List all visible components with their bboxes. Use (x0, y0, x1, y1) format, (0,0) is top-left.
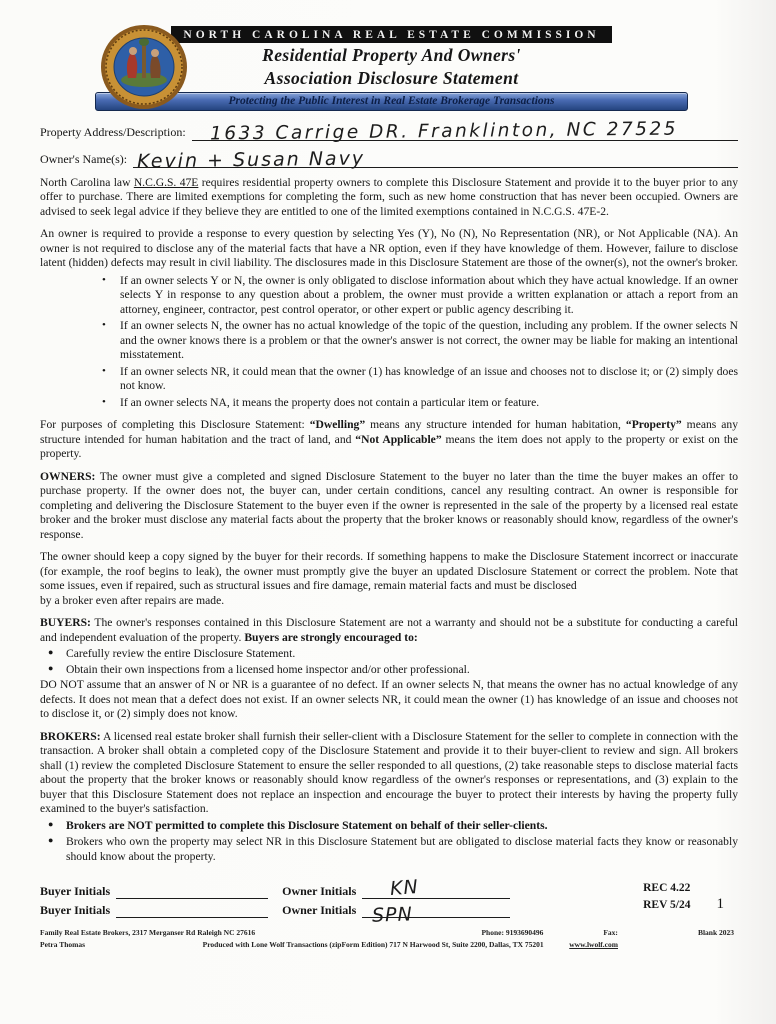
list-item: ● Obtain their own inspections from a licensed home inspector and/or other professional. (40, 662, 738, 677)
list-item: • If an owner selects N, the owner has no actual knowledge of the topic of the question, including any problem. If the owner selects N and the owner knows there is a problem or that the owner's answer is not correct, the owner may be liable for making an intentional misstatement. (96, 319, 738, 362)
buyer-initials-field-2[interactable] (116, 899, 268, 918)
footer-line-1 (40, 928, 738, 937)
initials-lines (40, 875, 585, 927)
footer-blank-year: Blank 2023 (697, 927, 734, 937)
owners-name-label: Owner's Name(s): (40, 152, 128, 166)
nc-state-seal-icon (100, 24, 188, 115)
owners-paragraph: OWNERS: The owner must give a completed and signed Disclosure Statement to the buyer no later than the time the buyer makes an offer to purchase property. If the owner does not, the buyer can, under certain conditions, cancel any resulting contract. An owner is responsible for completing and delivering the Disclosure Statement to the buyer even if the owner is represented in the sale of the property by a licensed real estate broker and the broker must disclose any material facts about the property that the broker knows or reasonably should know, regardless of the owner's response. (40, 469, 738, 541)
definitions-paragraph: For purposes of completing this Disclosure Statement: “Dwelling” means any structure intended for human habitation, “Property” means any structure intended for human habitation and the tract of land, and “Not Applicable” means the item does not apply to the property or exist on the property. (40, 418, 738, 461)
property-address-field[interactable] (192, 118, 738, 145)
brokerage-name-address: Family Real Estate Brokers, 2317 Merganser Rd Raleigh NC 27616 (40, 927, 256, 937)
rev-code: REV 5/24 (643, 898, 691, 911)
owner-initials-label: Owner Initials (282, 883, 357, 898)
footer-fax: Fax: (603, 927, 618, 937)
tagline-bar: Protecting the Public Interest in Real Estate Brokerage Transactions (95, 92, 688, 111)
list-item: • If an owner selects NA, it means the property does not contain a particular item or feature. (96, 396, 738, 410)
produced-with-text: Produced with Lone Wolf Transactions (zipForm Edition) 717 N Harwood St, Suite 2200, Dallas, TX 75201 (202, 939, 544, 949)
list-item: ● Brokers are NOT permitted to complete this Disclosure Statement on behalf of their seller-clients. (40, 818, 738, 833)
brokers-list (40, 818, 738, 864)
property-address-label: Property Address/Description: (40, 125, 186, 139)
lwolf-link[interactable]: www.lwolf.com (569, 939, 618, 949)
initials-section (40, 875, 738, 927)
form-title-line2: Association Disclosure Statement (264, 67, 519, 88)
owner-initials-field-1[interactable] (362, 875, 510, 900)
buyers-paragraph: BUYERS: The owner's responses contained in this Disclosure Statement are not a warranty and should not be a substitute for conducting a careful and independent evaluation of the property. Buyers are strongly encouraged to: (40, 616, 738, 644)
form-header (40, 22, 738, 114)
property-address-row (40, 118, 738, 145)
keep-copy-paragraph: The owner should keep a copy signed by the buyer for their records. If something happens to make the Disclosure Statement incorrect or inaccurate (for example, the roof begins to leak), the owner must promptly give the buyer an updated Disclosure Statement or correct the problem. Note that some issues, even if repaired, such as structural issues and fire damage, remain material facts and must be disclosed by a broker even after repairs are made. (40, 550, 738, 607)
answer-options-list (96, 274, 738, 410)
form-title-line1: Residential Property And Owners' (262, 45, 521, 65)
owner-initials-value-2: SPN (371, 903, 414, 927)
buyers-list (40, 646, 738, 677)
page-number: 1 (716, 895, 724, 912)
buyer-initials-label: Buyer Initials (40, 902, 111, 917)
list-item: • If an owner selects NR, it could mean that the owner (1) has knowledge of an issue and chooses not to disclose it; or (2) simply does not know. (96, 365, 738, 394)
buyer-initials-label: Buyer Initials (40, 883, 111, 898)
footer-line-2 (40, 940, 738, 949)
intro-paragraph-2: An owner is required to provide a response to every question by selecting Yes (Y), No (N), No Representation (NR), or Not Applicable (NA). An owner is not required to disclose any of the material facts that have a NR option, even if they have knowledge of them. However, failure to disclose latent (hidden) defects may result in civil liability. The disclosures made in this Disclosure Statement are those of the owner(s), not the owner's broker. (40, 227, 738, 270)
owners-name-value: Kevin + Susan Navy (136, 147, 366, 173)
page-footer (40, 928, 738, 949)
property-address-value: 1633 Carrige DR. Franklinton, NC 27525 (209, 118, 678, 145)
agent-name: Petra Thomas (40, 939, 86, 949)
initials-row-2 (40, 899, 585, 927)
owner-initials-value-1: KN (389, 875, 420, 900)
owners-name-row (40, 147, 738, 173)
rec-rev-codes (643, 880, 690, 918)
list-item: ● Carefully review the entire Disclosure Statement. (40, 646, 738, 661)
list-item: ● Brokers who own the property may select NR in this Disclosure Statement but are obligated to disclose material facts they know or reasonably should know about the property. (40, 834, 738, 864)
revision-block (585, 880, 738, 918)
footer-phone: Phone: 9193690496 (481, 927, 544, 937)
intro-paragraph-1: North Carolina law N.C.G.S. 47E requires residential property owners to complete this Disclosure Statement and provide it to the buyer prior to any offer to purchase. There are limited exemptions for completing the form, such as new home construction that has never been occupied. Owners are advised to seek legal advice if they believe they are entitled to one of the limited exemptions contained in N.C.G.S. 47E-2. (40, 176, 738, 218)
owner-initials-label: Owner Initials (282, 902, 357, 917)
do-not-paragraph: DO NOT assume that an answer of N or NR is a guarantee of no defect. If an owner selects N, that means the owner has no actual knowledge of any defects. It does not mean that a defect does not exist. If an owner selects NR, it could mean the owner (1) has knowledge of an issue and chooses not to disclose it, or (2) simply does not know. (40, 678, 738, 721)
rec-code: REC 4.22 (643, 881, 691, 894)
owners-name-field[interactable] (133, 147, 738, 173)
initials-row-1 (40, 875, 585, 900)
buyer-initials-field-1[interactable] (116, 880, 268, 899)
list-item: • If an owner selects Y or N, the owner is only obligated to disclose information about which they have actual knowledge. If an owner selects Y in response to any question about a problem, the owner must provide a written explanation or attach a report from an attorney, engineer, contractor, pest control operator, or other expert or public agency describing it. (96, 274, 738, 317)
owner-initials-field-2[interactable] (362, 899, 510, 927)
document-body (40, 176, 738, 864)
commission-name-bar: NORTH CAROLINA REAL ESTATE COMMISSION (171, 26, 611, 43)
brokers-paragraph: BROKERS: A licensed real estate broker shall furnish their seller-client with a Disclosure Statement for the seller to complete in connection with the transaction. A broker shall obtain a completed copy of the Disclosure Statement and provide it to their buyer-client to review and sign. All brokers shall (1) review the completed Disclosure Statement to ensure the seller responded to all questions, (2) take reasonable steps to disclose material facts about the property that the broker knows or reasonably should know regardless of the owner's responses or representations, and (3) explain to the buyer that this Disclosure Statement does not replace an inspection and encourage the buyer to protect their interests by having the property fully examined to the buyer's satisfaction. (40, 729, 738, 816)
